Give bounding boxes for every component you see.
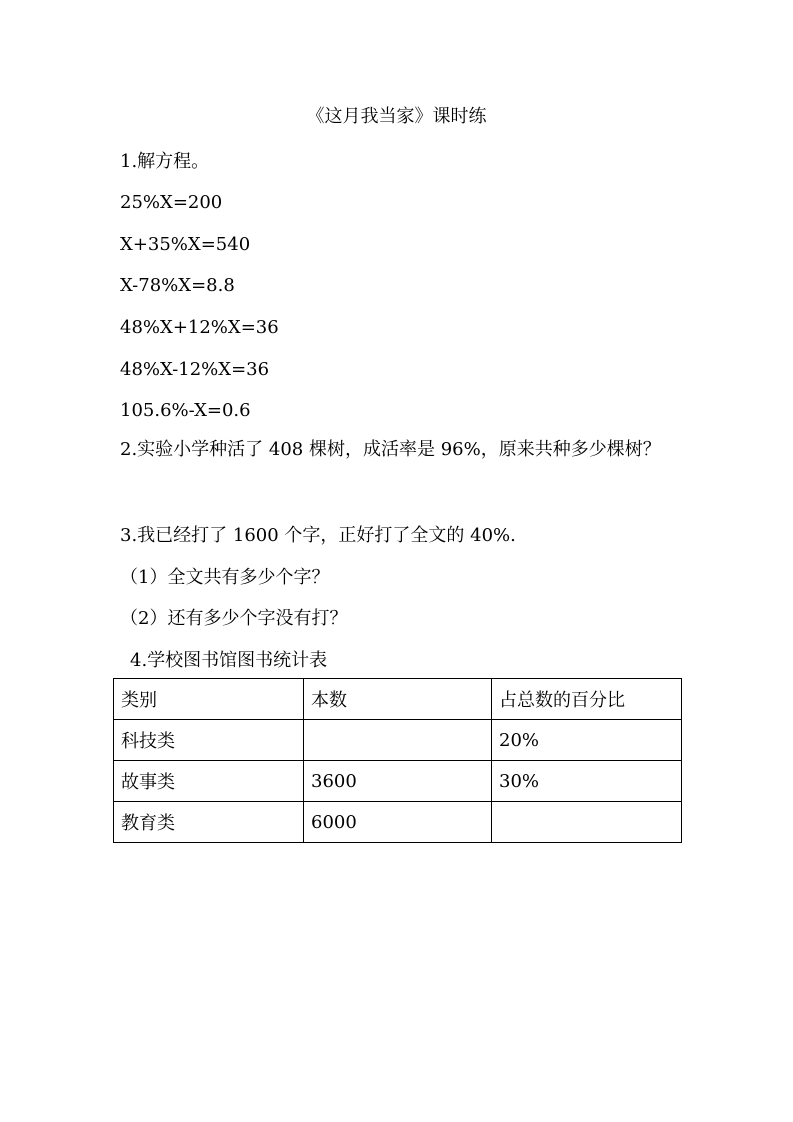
table-cell: 3600: [304, 761, 492, 802]
table-header-row: [114, 679, 682, 720]
table-row: [114, 720, 682, 761]
equation-3: X-78%X=8.8: [120, 275, 235, 296]
equation-1: 25%X=200: [120, 192, 223, 213]
equation-4: 48%X+12%X=36: [120, 317, 279, 338]
book-stats-table: [113, 678, 682, 843]
table-cell: 6000: [304, 802, 492, 843]
q1-heading: 1.解方程。: [120, 151, 210, 172]
table-cell: 故事类: [114, 761, 304, 802]
table-row: [114, 761, 682, 802]
table-cell: 科技类: [114, 720, 304, 761]
q3-sub2: （2）还有多少个字没有打？: [120, 608, 348, 629]
q4-heading: 4.学校图书馆图书统计表: [130, 650, 328, 671]
table-header-cell: 类别: [114, 679, 304, 720]
table-cell: [492, 802, 682, 843]
table-cell: [304, 720, 492, 761]
equation-5: 48%X-12%X=36: [120, 359, 270, 380]
q3-sub1: （1）全文共有多少个字？: [120, 567, 330, 588]
q3-text: 3.我已经打了 1600 个字，正好打了全文的 40%.: [120, 525, 516, 546]
table-cell: 教育类: [114, 802, 304, 843]
q2-text: 2.实验小学种活了 408 棵树，成活率是 96%，原来共种多少棵树？: [120, 439, 661, 460]
table-header-cell: 占总数的百分比: [492, 679, 682, 720]
table-cell: 30%: [492, 761, 682, 802]
table-cell: 20%: [492, 720, 682, 761]
table-row: [114, 802, 682, 843]
page-title: 《这月我当家》课时练: [306, 106, 487, 127]
table-header-cell: 本数: [304, 679, 492, 720]
equation-2: X+35%X=540: [120, 234, 251, 255]
equation-6: 105.6%-X=0.6: [120, 400, 251, 421]
